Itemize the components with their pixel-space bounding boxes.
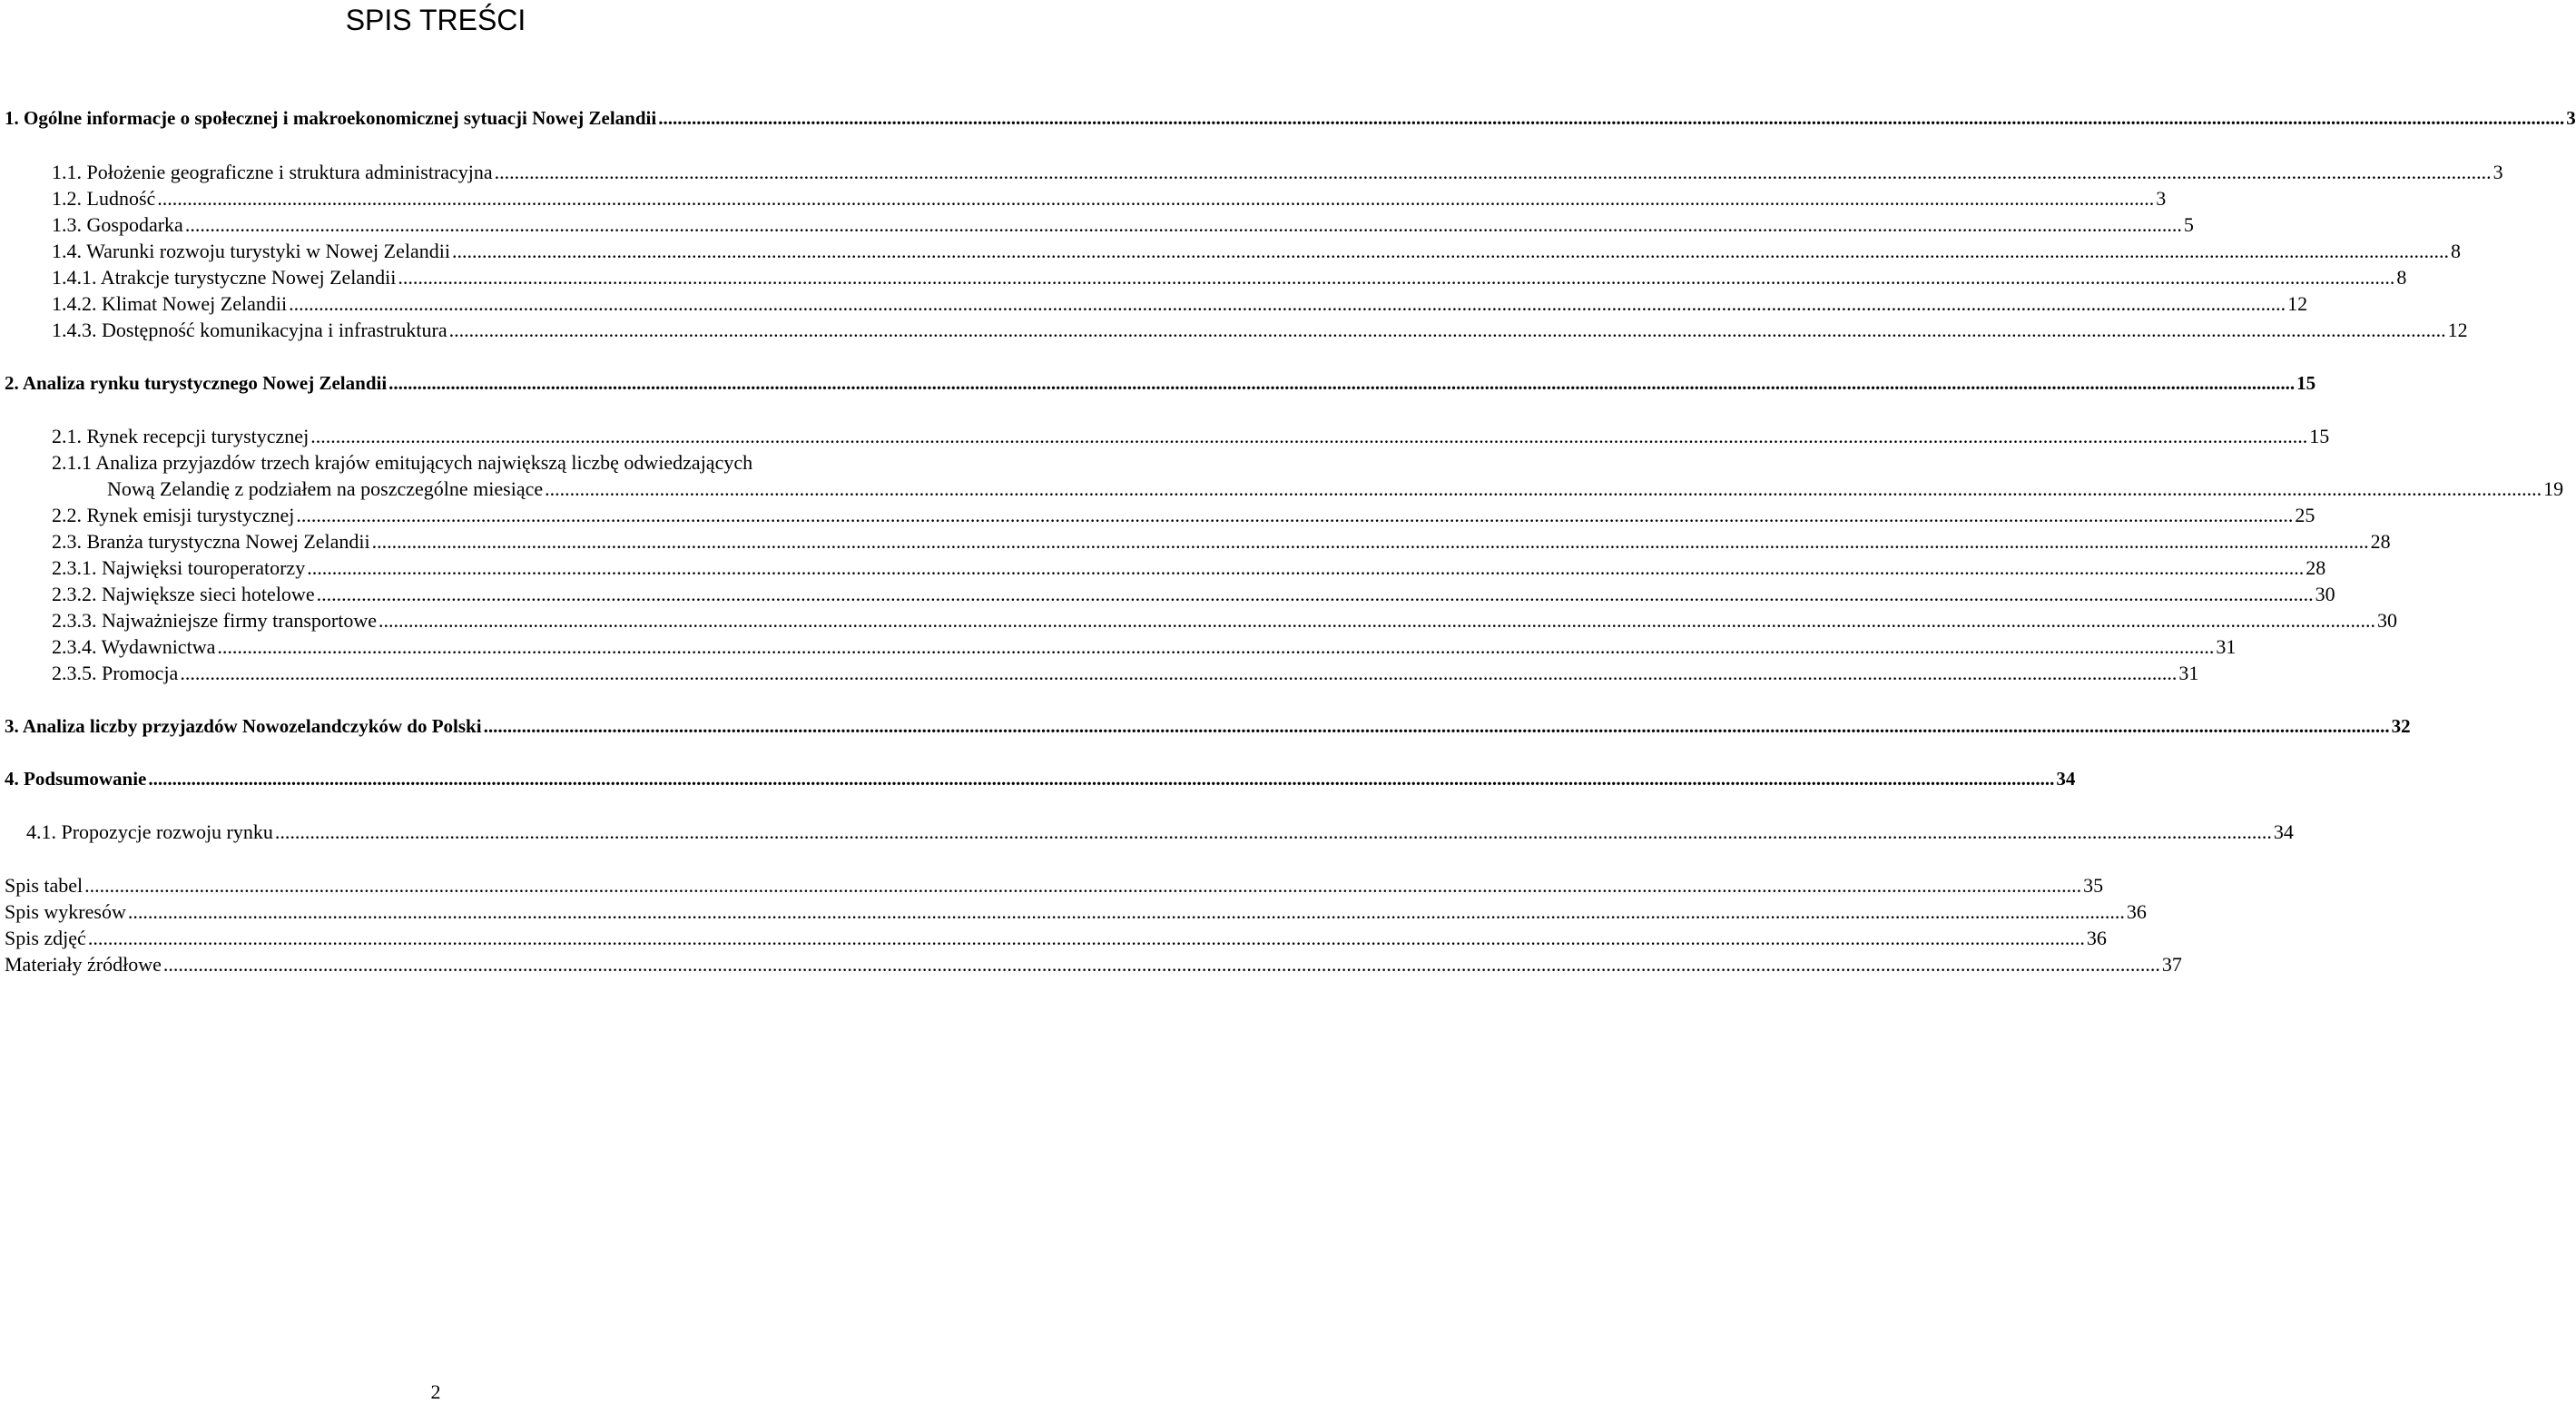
toc-entry-text: 1.3. Gospodarka	[52, 213, 183, 236]
toc-entry-text: 1.4. Warunki rozwoju turystyki w Nowej Zelandii	[52, 240, 450, 262]
toc-entry	[26, 819, 2294, 845]
toc-entry-text-continued: Nową Zelandię z podziałem na poszczególne miesiące	[107, 477, 544, 500]
toc-entry	[52, 317, 2468, 343]
toc-entry-page: 37	[2161, 953, 2182, 976]
toc-entry-page: 15	[2296, 372, 2316, 394]
toc-entry-text: 1.2. Ludność	[52, 187, 156, 210]
toc-entry	[52, 238, 2461, 264]
dot-leader: ................................................................................................................................................................................................................................................................................................................................................................................................................	[84, 874, 2082, 897]
dot-leader: ................................................................................................................................................................................................................................................................................................................................................................................................................	[398, 266, 2395, 289]
toc-entry-text: 2.3.1. Najwięksi touroperatorzy	[52, 556, 306, 579]
toc-entry	[52, 290, 2308, 317]
toc-entry-page: 35	[2083, 874, 2104, 897]
toc-entry-text: 2.3.4. Wydawnictwa	[52, 635, 216, 658]
dot-leader: ................................................................................................................................................................................................................................................................................................................................................................................................................	[157, 187, 2155, 210]
toc-entry	[52, 607, 2397, 633]
toc-entry-page: 34	[2056, 768, 2076, 790]
toc-entry-text: Materiały źródłowe	[5, 953, 162, 976]
toc-entry-text: Spis tabel	[5, 874, 84, 897]
toc-entry-text: 1.4.3. Dostępność komunikacyjna i infrastruktura	[52, 319, 447, 341]
toc-entry-page: 19	[2543, 477, 2564, 500]
dot-leader: ................................................................................................................................................................................................................................................................................................................................................................................................................	[316, 583, 2314, 605]
toc-entry-page: 36	[2086, 927, 2107, 949]
toc-entry-text: 3. Analiza liczby przyjazdów Nowozelandczyków do Polski	[5, 715, 482, 737]
toc-entry	[52, 211, 2194, 238]
dot-leader: ................................................................................................................................................................................................................................................................................................................................................................................................................	[184, 213, 2182, 236]
toc-entry-text: 4.1. Propozycje rozwoju rynku	[26, 820, 273, 843]
toc-entry-page: 12	[2447, 319, 2468, 341]
toc-entry-text: 2.2. Rynek emisji turystycznej	[52, 504, 295, 526]
toc-entry-text: 2.3.5. Promocja	[52, 662, 179, 684]
toc-entry-text: 2.3. Branża turystyczna Nowej Zelandii	[52, 530, 370, 553]
toc-entry-text: 1.4.2. Klimat Nowej Zelandii	[52, 292, 288, 315]
toc-entry-text: 2. Analiza rynku turystycznego Nowej Zelandii	[5, 372, 388, 394]
toc-entry-text: 1.4.1. Atrakcje turystyczne Nowej Zelandii	[52, 266, 397, 289]
dot-leader: ................................................................................................................................................................................................................................................................................................................................................................................................................	[494, 161, 2492, 183]
dot-leader: ................................................................................................................................................................................................................................................................................................................................................................................................................	[296, 504, 2294, 526]
dot-leader: ................................................................................................................................................................................................................................................................................................................................................................................................................	[483, 715, 2390, 737]
toc-entry	[5, 872, 2104, 898]
toc-entry-page: 12	[2287, 292, 2308, 315]
dot-leader: ................................................................................................................................................................................................................................................................................................................................................................................................................	[217, 635, 2215, 658]
dot-leader: ................................................................................................................................................................................................................................................................................................................................................................................................................	[451, 240, 2449, 262]
toc-entry-page: 31	[2216, 635, 2237, 658]
toc-entry	[5, 713, 2411, 740]
toc-entry-page: 31	[2178, 662, 2199, 684]
toc-entry-page: 36	[2126, 900, 2147, 923]
dot-leader: ................................................................................................................................................................................................................................................................................................................................................................................................................	[180, 662, 2178, 684]
toc-entry-page: 28	[2306, 556, 2326, 579]
toc-entry-page: 3	[2156, 187, 2167, 210]
toc-entry-page: 25	[2295, 504, 2315, 526]
toc-entry	[52, 581, 2335, 607]
dot-leader: ................................................................................................................................................................................................................................................................................................................................................................................................................	[274, 820, 2272, 843]
toc-entry-text: Spis wykresów	[5, 900, 126, 923]
toc-entry-page: 5	[2183, 213, 2194, 236]
toc-entry-page: 3	[2492, 161, 2503, 183]
dot-leader: ................................................................................................................................................................................................................................................................................................................................................................................................................	[310, 425, 2308, 447]
toc-entry-page: 30	[2377, 609, 2397, 632]
dot-leader: ................................................................................................................................................................................................................................................................................................................................................................................................................	[379, 609, 2375, 632]
toc-entry-text: 2.3.2. Największe sieci hotelowe	[52, 583, 315, 605]
toc-entry	[52, 502, 2315, 528]
dot-leader: ................................................................................................................................................................................................................................................................................................................................................................................................................	[307, 556, 2305, 579]
toc-entry	[52, 528, 2391, 555]
dot-leader: ................................................................................................................................................................................................................................................................................................................................................................................................................	[658, 107, 2565, 129]
page-number: 2	[430, 1380, 441, 1403]
toc-entry-text: 2.1.1 Analiza przyjazdów trzech krajów emitujących największą liczbę odwiedzających	[52, 451, 753, 474]
dot-leader: ................................................................................................................................................................................................................................................................................................................................................................................................................	[545, 477, 2542, 500]
toc-entry-text: 1.1. Położenie geograficzne i struktura administracyjna	[52, 161, 493, 183]
toc-entry-page: 34	[2273, 820, 2294, 843]
toc-entry	[5, 898, 2147, 925]
toc-entry-page: 8	[2396, 266, 2407, 289]
toc-entry-text: 1. Ogólne informacje o społecznej i makroekonomicznej sytuacji Nowej Zelandii	[5, 107, 657, 129]
toc-entry-text: 4. Podsumowanie	[5, 768, 147, 790]
toc-entry	[52, 423, 2330, 449]
toc-entry-page: 8	[2450, 240, 2461, 262]
dot-leader: ................................................................................................................................................................................................................................................................................................................................................................................................................	[448, 319, 2446, 341]
toc-entry	[52, 555, 2326, 581]
toc-entry	[5, 925, 2107, 951]
toc-entry-page: 32	[2391, 715, 2411, 737]
dot-leader: ................................................................................................................................................................................................................................................................................................................................................................................................................	[371, 530, 2369, 553]
dot-leader: ................................................................................................................................................................................................................................................................................................................................................................................................................	[388, 372, 2296, 394]
document-title: SPIS TREŚCI	[345, 4, 526, 36]
toc-entry	[52, 633, 2237, 660]
toc-entry	[52, 449, 2564, 502]
toc-entry	[5, 370, 2316, 397]
toc-entry	[52, 264, 2407, 290]
toc-entry	[5, 766, 2076, 792]
toc-entry	[52, 660, 2199, 686]
dot-leader: ................................................................................................................................................................................................................................................................................................................................................................................................................	[289, 292, 2286, 315]
toc-entry-text: 2.1. Rynek recepcji turystycznej	[52, 425, 310, 447]
toc-entry-page: 3	[2566, 107, 2576, 129]
toc-entry	[5, 105, 2576, 132]
toc-entry-page: 30	[2315, 583, 2335, 605]
dot-leader: ................................................................................................................................................................................................................................................................................................................................................................................................................	[87, 927, 2085, 949]
dot-leader: ................................................................................................................................................................................................................................................................................................................................................................................................................	[162, 953, 2160, 976]
toc-entry	[52, 159, 2503, 185]
toc-entry	[52, 185, 2167, 211]
toc-entry-text: 2.3.3. Najważniejsze firmy transportowe	[52, 609, 377, 632]
toc-entry	[5, 951, 2182, 977]
dot-leader: ................................................................................................................................................................................................................................................................................................................................................................................................................	[127, 900, 2125, 923]
toc-entry-page: 28	[2370, 530, 2391, 553]
toc-entry-page: 15	[2309, 425, 2330, 447]
toc-entry-text: Spis zdjęć	[5, 927, 86, 949]
dot-leader: ................................................................................................................................................................................................................................................................................................................................................................................................................	[148, 768, 2055, 790]
